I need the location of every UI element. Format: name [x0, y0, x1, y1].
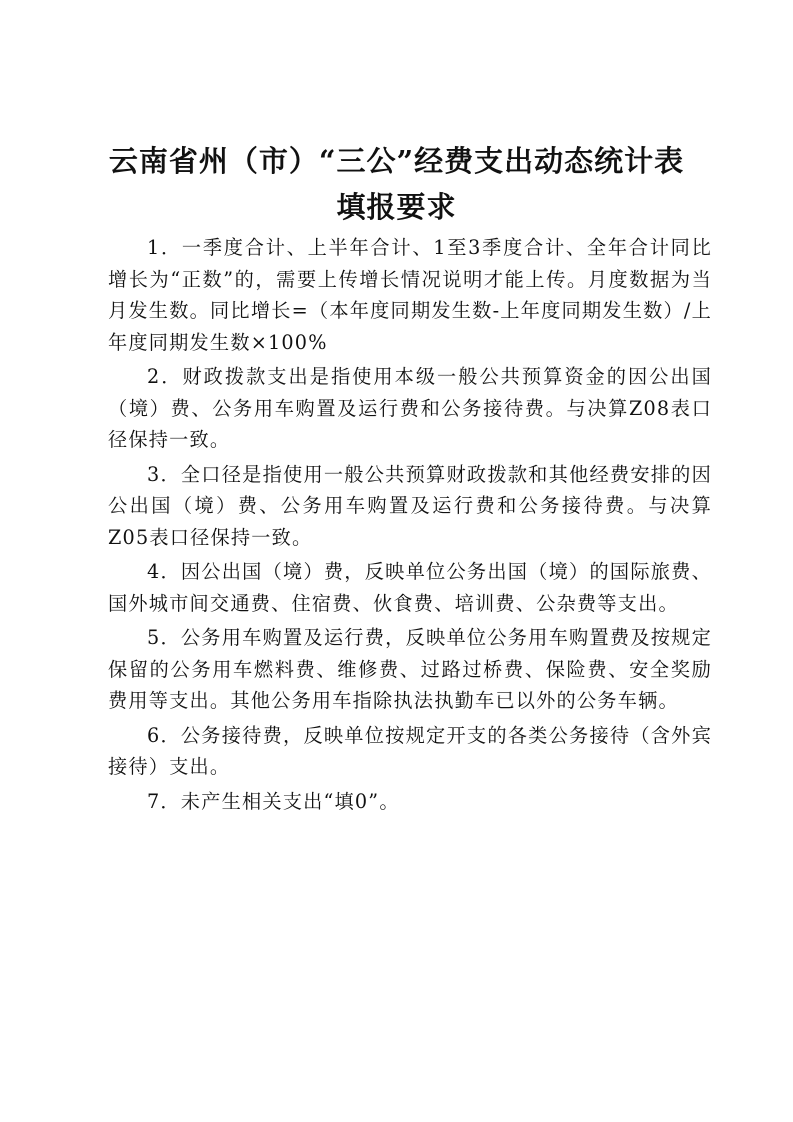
- requirement-item-4: 4．因公出国（境）费，反映单位公务出国（境）的国际旅费、国外城市间交通费、住宿费、伙食费、培训费、公杂费等支出。: [108, 560, 712, 615]
- title-line-1: 云南省州（市）“三公”经费支出动态统计表: [108, 144, 685, 178]
- title-line-2: 填报要求: [336, 190, 457, 224]
- requirement-item-7: 7．未产生相关支出“填0”。: [147, 789, 400, 813]
- requirement-item-1: 1．一季度合计、上半年合计、1至3季度合计、全年合计同比增长为“正数”的，需要上传增长情况说明才能上传。月度数据为当月发生数。同比增长=（本年度同期发生数-上年度同期发生数）/上年度同期发生数×100%: [108, 236, 712, 354]
- requirement-item-5: 5．公务用车购置及运行费，反映单位公务用车购置费及按规定保留的公务用车燃料费、维修费、过路过桥费、保险费、安全奖励费用等支出。其他公务用车指除执法执勤车已以外的公务车辆。: [108, 626, 712, 712]
- requirement-item-3: 3．全口径是指使用一般公共预算财政拨款和其他经费安排的因公出国（境）费、公务用车购置及运行费和公务接待费。与决算Z05表口径保持一致。: [108, 462, 712, 549]
- document-title: [0, 138, 793, 230]
- requirement-item-2: 2．财政拨款支出是指使用本级一般公共预算资金的因公出国（境）费、公务用车购置及运行费和公务接待费。与决算Z08表口径保持一致。: [108, 365, 712, 451]
- requirement-item-6: 6．公务接待费，反映单位按规定开支的各类公务接待（含外宾接待）支出。: [108, 723, 712, 778]
- requirements-list: [108, 232, 712, 820]
